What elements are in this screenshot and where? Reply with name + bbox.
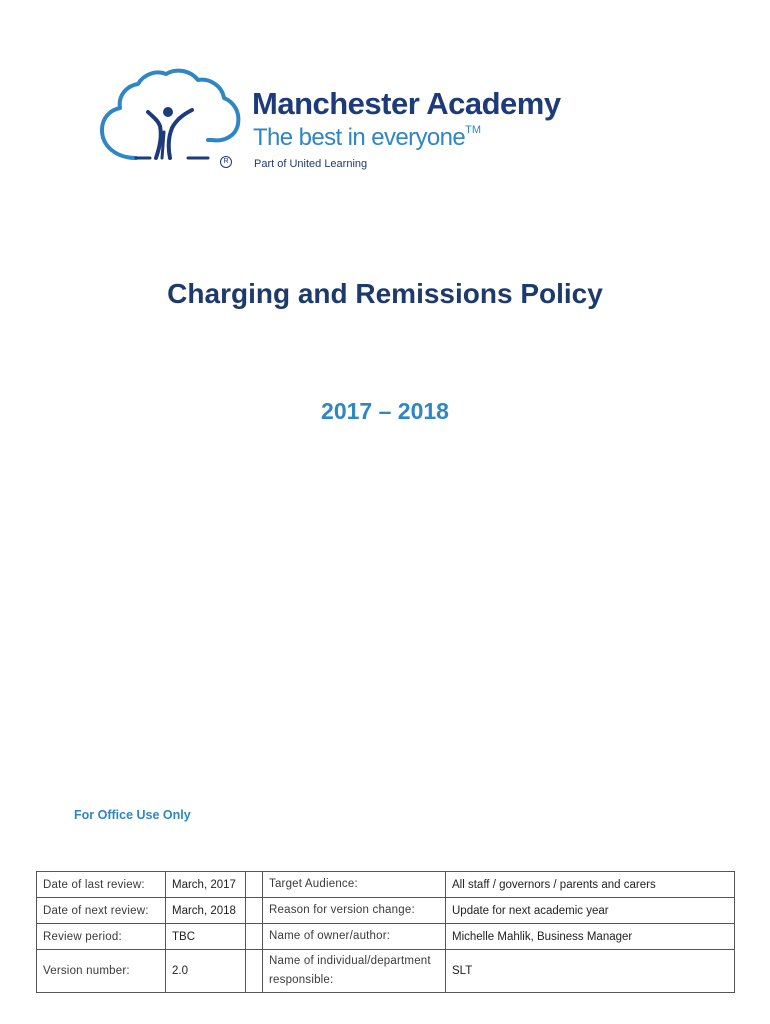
table-row bbox=[37, 898, 735, 924]
row-label: Reason for version change: bbox=[263, 898, 446, 924]
trademark-mark: TM bbox=[465, 124, 482, 136]
school-name: Manchester Academy bbox=[252, 86, 561, 121]
table-row bbox=[37, 872, 735, 898]
row-label: Version number: bbox=[37, 950, 166, 993]
spacer-cell bbox=[246, 950, 263, 993]
row-label: Date of next review: bbox=[37, 898, 166, 924]
spacer-cell bbox=[246, 898, 263, 924]
document-years: 2017 – 2018 bbox=[321, 398, 449, 424]
row-label: Date of last review: bbox=[37, 872, 166, 898]
row-value: Michelle Mahlik, Business Manager bbox=[446, 924, 735, 950]
row-label: Name of individual/department responsible: bbox=[263, 950, 446, 993]
row-value: SLT bbox=[446, 950, 735, 993]
office-use-heading: For Office Use Only bbox=[74, 808, 191, 822]
table-row bbox=[37, 924, 735, 950]
tagline-text: The best in everyone bbox=[253, 124, 466, 151]
row-value: 2.0 bbox=[166, 950, 246, 993]
row-value: March, 2018 bbox=[166, 898, 246, 924]
row-label: Target Audience: bbox=[263, 872, 446, 898]
row-value: Update for next academic year bbox=[446, 898, 735, 924]
row-value: All staff / governors / parents and carers bbox=[446, 872, 735, 898]
document-title: Charging and Remissions Policy bbox=[167, 278, 603, 309]
spacer-cell bbox=[246, 924, 263, 950]
spacer-cell bbox=[246, 872, 263, 898]
affiliation-text: Part of United Learning bbox=[254, 158, 368, 170]
office-use-table bbox=[36, 871, 735, 993]
row-label: Name of owner/author: bbox=[263, 924, 446, 950]
row-value: March, 2017 bbox=[166, 872, 246, 898]
registered-mark: R bbox=[220, 156, 232, 168]
table-row bbox=[37, 950, 735, 993]
row-label: Review period: bbox=[37, 924, 166, 950]
school-tagline bbox=[253, 124, 481, 152]
school-logo bbox=[96, 66, 576, 176]
row-value: TBC bbox=[166, 924, 246, 950]
